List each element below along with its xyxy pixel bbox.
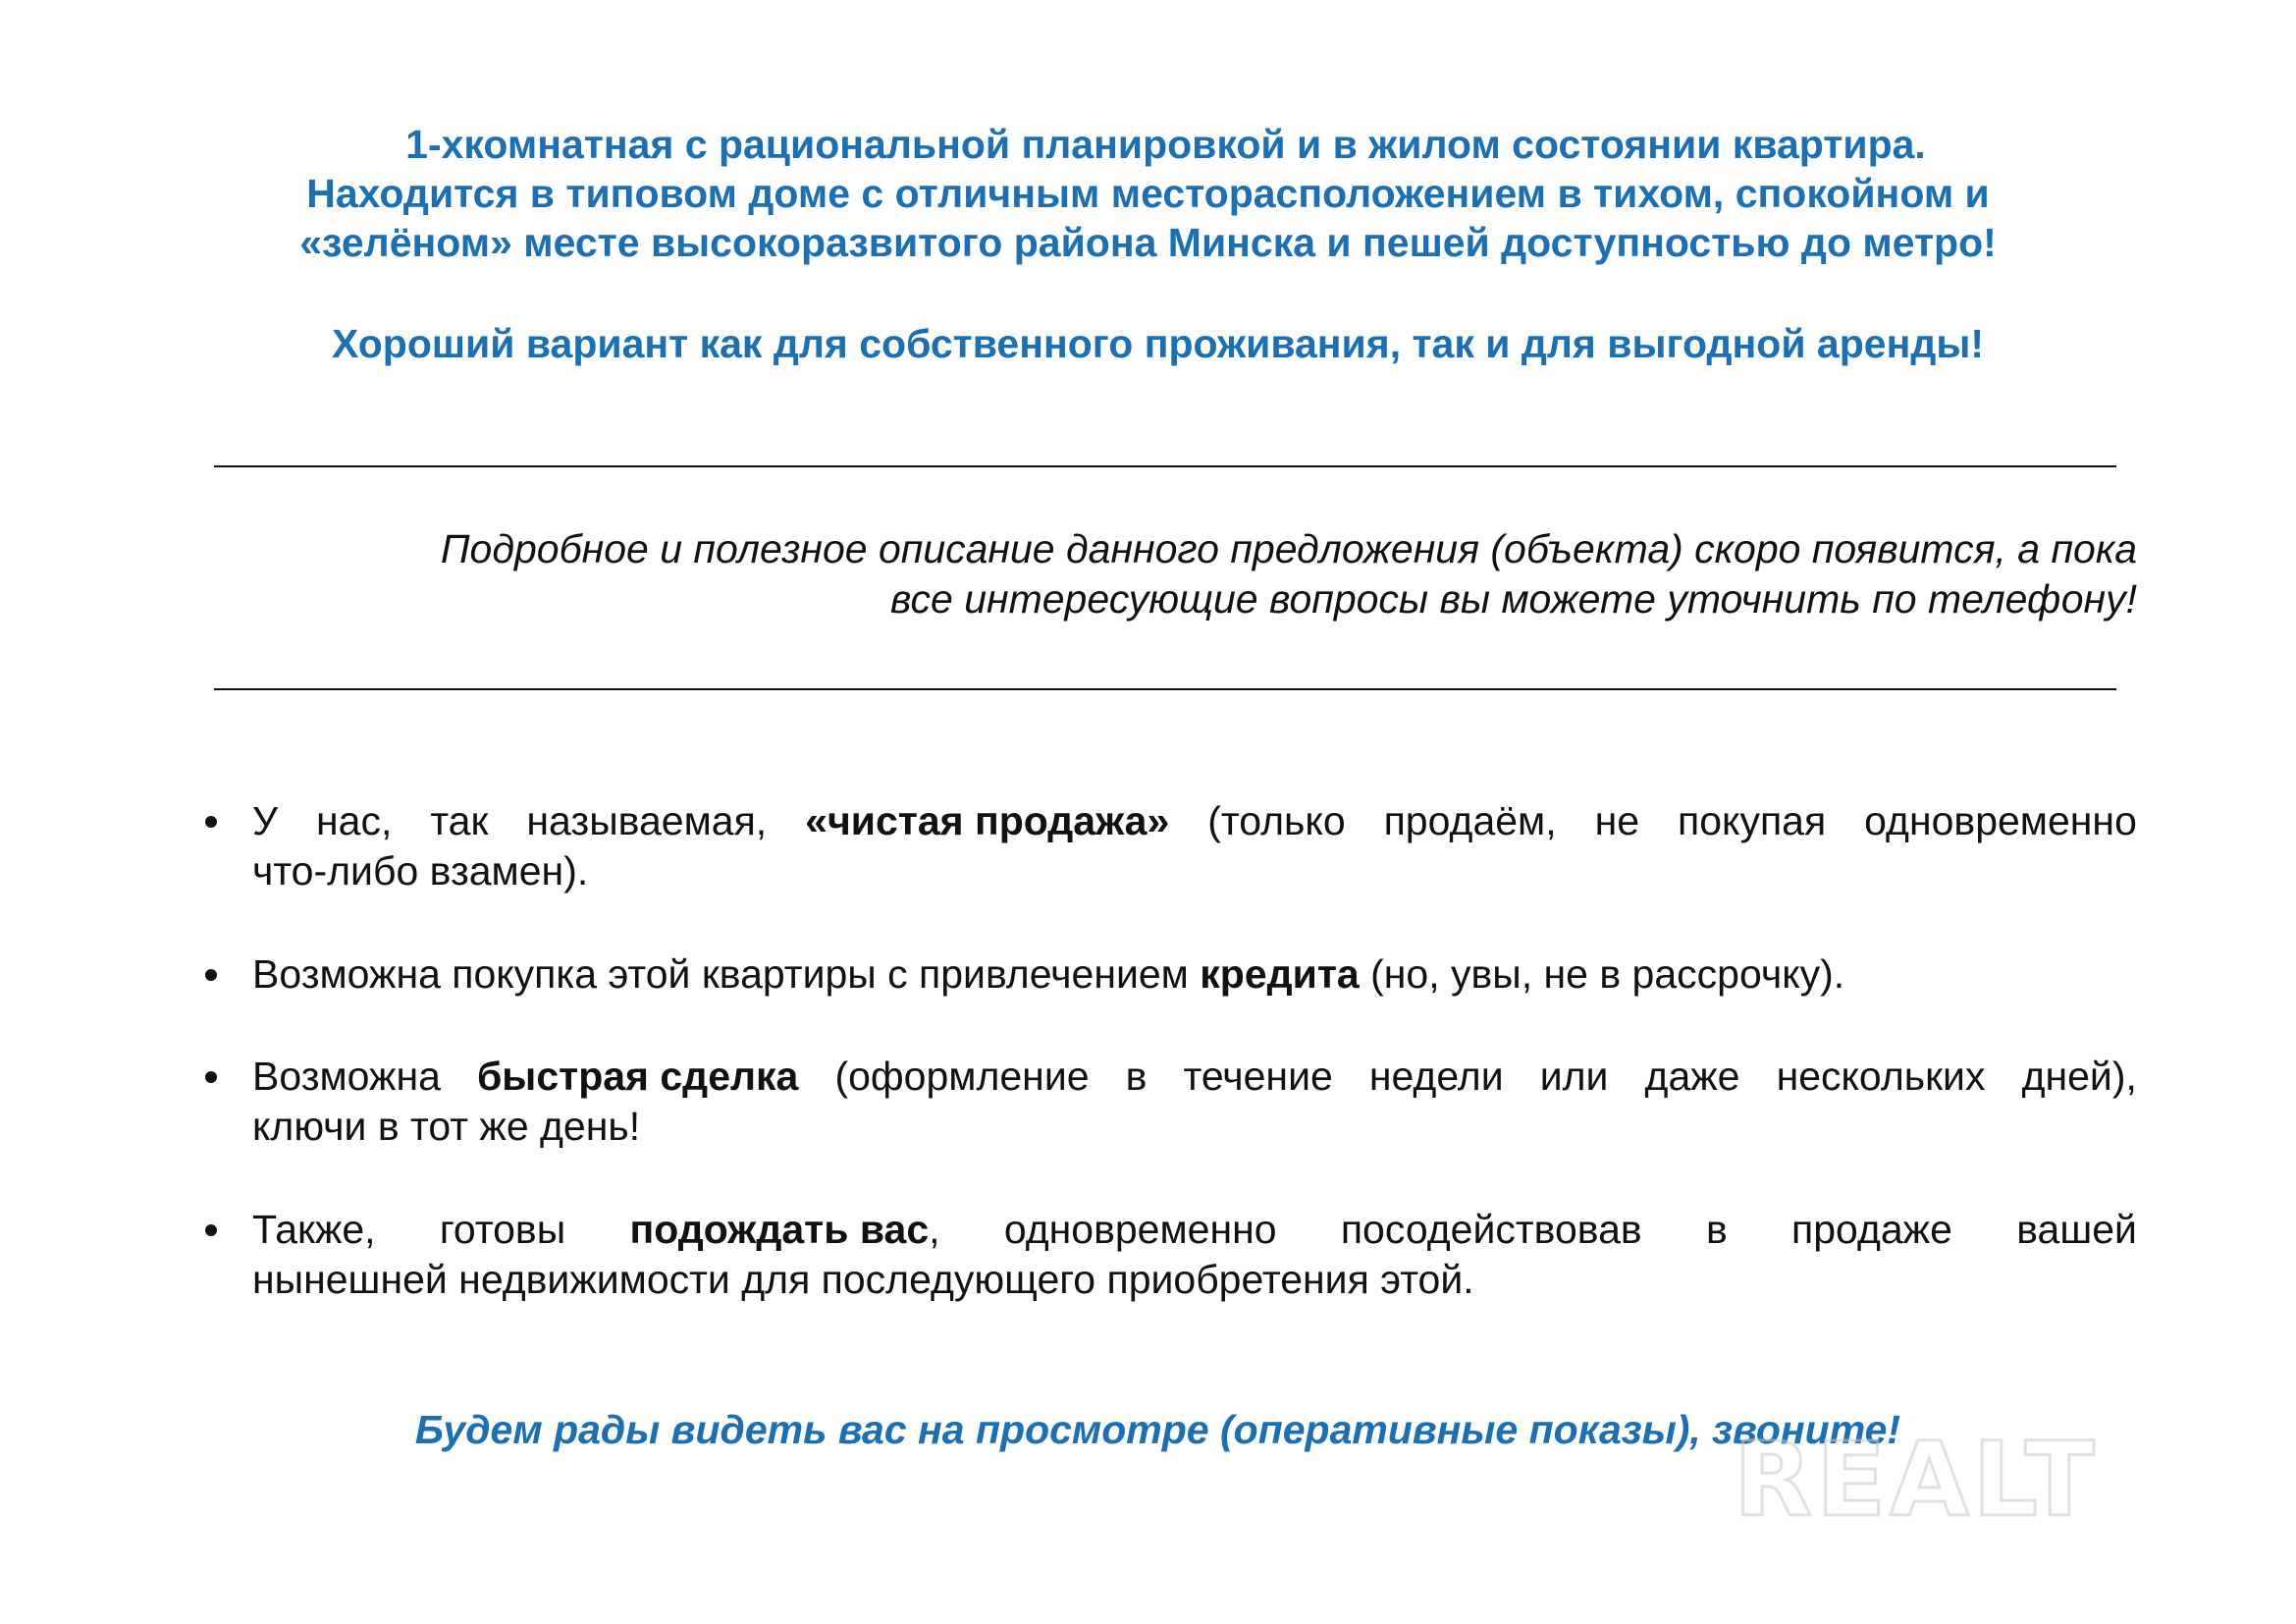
word: одновременно bbox=[1003, 1207, 1277, 1252]
headline-line-2: Находится в типовом доме с отличным месторасположением в тихом, спокойном и bbox=[306, 171, 1990, 216]
closing-call-to-action: Будем рады видеть вас на просмотре (оперативные показы), звоните! bbox=[414, 1407, 1901, 1452]
divider-bottom bbox=[214, 688, 2116, 690]
emphasis-clean-sale: «чистая продажа» bbox=[805, 798, 1170, 843]
word: дней), bbox=[2021, 1054, 2137, 1099]
word: У bbox=[252, 798, 279, 843]
note-line-1: Подробное и полезное описание данного предложения (объекта) скоро появится, а пока bbox=[440, 526, 2137, 571]
word: продаём, bbox=[1383, 798, 1557, 843]
word: (только bbox=[1207, 798, 1346, 843]
list-item-line: нынешней недвижимости для последующего приобретения этой. bbox=[252, 1257, 1474, 1302]
bullet-dot bbox=[205, 816, 217, 828]
list-item-line: ключи в тот же день! bbox=[252, 1104, 641, 1149]
list-item-wait-for-you bbox=[252, 1205, 2137, 1305]
headline-line-1: 1-хкомнатная с рациональной планировкой и в жилом состоянии квартира. bbox=[405, 122, 1926, 167]
word: продаже bbox=[1791, 1207, 1952, 1252]
list-item-line bbox=[252, 1205, 2137, 1255]
divider-top bbox=[214, 465, 2116, 467]
list-item-fast-deal bbox=[252, 1052, 2137, 1152]
word: посодействовав bbox=[1340, 1207, 1642, 1252]
word: в bbox=[1705, 1207, 1728, 1252]
realt-watermark-logo: REALT bbox=[1734, 1420, 2099, 1540]
list-item-clean-sale bbox=[252, 796, 2137, 896]
list-item-line bbox=[252, 949, 2137, 1000]
word: , bbox=[929, 1207, 940, 1252]
headline-line-4: Хороший вариант как для собственного проживания, так и для выгодной аренды! bbox=[331, 321, 1985, 366]
bullet-dot bbox=[205, 1071, 217, 1083]
word: называемая, bbox=[526, 798, 768, 843]
word: одновременно bbox=[1864, 798, 2137, 843]
word: даже bbox=[1644, 1054, 1740, 1099]
list-item-line: что-либо взамен). bbox=[252, 848, 589, 893]
word: нас, bbox=[316, 798, 393, 843]
text: Возможна покупка этой квартиры с привлечением bbox=[252, 951, 1201, 997]
word: не bbox=[1594, 798, 1640, 843]
note-line-2: все интересующие вопросы вы можете уточнить по телефону! bbox=[890, 576, 2137, 622]
word: готовы bbox=[439, 1207, 566, 1252]
word: нескольких bbox=[1776, 1054, 1986, 1099]
list-item-line bbox=[252, 1052, 2137, 1102]
word: Возможна bbox=[252, 1054, 441, 1099]
emphasis-group bbox=[629, 1205, 939, 1255]
word: покупая bbox=[1678, 798, 1827, 843]
headline-line-3: «зелёном» месте высокоразвитого района Минска и пешей доступностью до метро! bbox=[299, 220, 1997, 265]
word: (оформление bbox=[834, 1054, 1090, 1099]
word: вашей bbox=[2016, 1207, 2137, 1252]
bullet-dot bbox=[205, 969, 217, 981]
emphasis-wait: подождать вас bbox=[629, 1207, 930, 1252]
list-item-line bbox=[252, 796, 2137, 846]
bullet-dot bbox=[205, 1224, 217, 1236]
list-item-credit bbox=[252, 949, 2137, 1000]
emphasis-credit: кредита bbox=[1200, 951, 1360, 997]
description-note bbox=[272, 524, 2137, 624]
word: Также, bbox=[252, 1207, 376, 1252]
word: или bbox=[1539, 1054, 1609, 1099]
text: (но, увы, не в рассрочку). bbox=[1359, 951, 1845, 997]
word: в bbox=[1125, 1054, 1148, 1099]
word: так bbox=[430, 798, 489, 843]
word: течение bbox=[1183, 1054, 1333, 1099]
emphasis-fast-deal: быстрая сделка bbox=[476, 1054, 799, 1099]
word: недели bbox=[1368, 1054, 1504, 1099]
